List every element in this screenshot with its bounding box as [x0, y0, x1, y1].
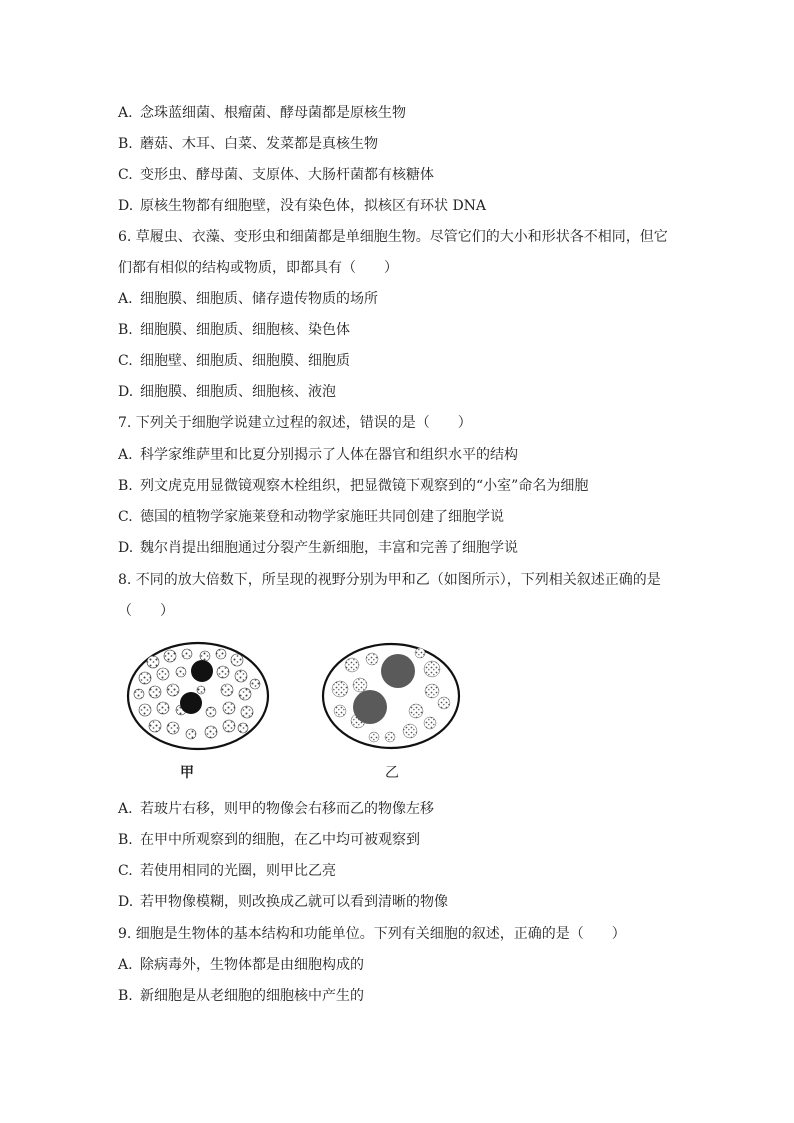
q8-stem-line2: （ ）: [118, 603, 174, 619]
q7-option-a: [118, 446, 518, 464]
q5-option-c: [118, 166, 434, 184]
q7-stem: 7. 下列关于细胞学说建立过程的叙述，错误的是（ ）: [118, 415, 472, 431]
option-letter: A.: [118, 105, 133, 121]
option-text: 新细胞是从老细胞的细胞核中产生的: [140, 988, 364, 1004]
q8-option-b: [118, 831, 420, 849]
q5-option-d: [118, 197, 486, 215]
option-text: 念珠蓝细菌、根瘤菌、酵母菌都是原核生物: [140, 105, 406, 121]
figure-label-yi: 乙: [385, 765, 399, 781]
q8-option-c: [118, 862, 336, 880]
option-text: 德国的植物学家施莱登和动物学家施旺共同创建了细胞学说: [140, 509, 504, 525]
microscope-field-jia: [125, 640, 271, 752]
option-text: 细胞膜、细胞质、储存遗传物质的场所: [140, 291, 378, 307]
option-letter: B.: [118, 136, 133, 152]
q9-stem: 9. 细胞是生物体的基本结构和功能单位。下列有关细胞的叙述，正确的是（ ）: [118, 926, 626, 942]
option-text: 若玻片右移，则甲的物像会右移而乙的物像左移: [140, 801, 434, 817]
q6-option-a: [118, 290, 378, 308]
option-letter: B.: [118, 478, 133, 494]
q6-option-c: [118, 352, 350, 370]
option-letter: C.: [118, 353, 133, 369]
option-letter: A.: [118, 447, 133, 463]
option-text: 细胞膜、细胞质、细胞核、染色体: [140, 322, 350, 338]
q5-option-b: [118, 135, 378, 153]
option-letter: C.: [118, 167, 133, 183]
figure-label-jia: 甲: [180, 765, 194, 781]
option-text: 若使用相同的光圈，则甲比乙亮: [140, 863, 336, 879]
option-letter: A.: [118, 291, 133, 307]
option-text: 科学家维萨里和比夏分别揭示了人体在器官和组织水平的结构: [140, 447, 518, 463]
q7-option-b: [118, 477, 588, 495]
q8-option-d: [118, 893, 448, 911]
option-letter: B.: [118, 322, 133, 338]
option-text: 蘑菇、木耳、白菜、发菜都是真核生物: [140, 136, 378, 152]
option-text: 原核生物都有细胞壁，没有染色体，拟核区有环状 DNA: [140, 198, 487, 214]
q5-option-a: [118, 104, 406, 122]
option-letter: A.: [118, 801, 133, 817]
q8-stem-line1: 8. 不同的放大倍数下，所呈现的视野分别为甲和乙（如图所示），下列相关叙述正确的是: [118, 572, 661, 588]
option-letter: D.: [118, 540, 134, 556]
option-letter: A.: [118, 957, 133, 973]
q9-option-a: [118, 956, 364, 974]
option-text: 在甲中所观察到的细胞，在乙中均可被观察到: [140, 832, 420, 848]
option-letter: B.: [118, 988, 133, 1004]
option-text: 魏尔肖提出细胞通过分裂产生新细胞，丰富和完善了细胞学说: [140, 540, 518, 556]
q7-option-c: [118, 508, 504, 526]
option-letter: D.: [118, 384, 134, 400]
option-letter: D.: [118, 894, 134, 910]
option-letter: D.: [118, 198, 134, 214]
q6-stem-line2: 们都有相似的结构或物质，即都具有（ ）: [118, 260, 398, 276]
q6-option-d: [118, 383, 336, 401]
option-text: 除病毒外，生物体都是由细胞构成的: [140, 957, 364, 973]
option-text: 若甲物像模糊，则改换成乙就可以看到清晰的物像: [140, 894, 448, 910]
q6-stem-line1: 6. 草履虫、衣藻、变形虫和细菌都是单细胞生物。尽管它们的大小和形状各不相同，但它: [118, 229, 668, 245]
option-letter: C.: [118, 509, 133, 525]
option-text: 变形虫、酵母菌、支原体、大肠杆菌都有核糖体: [140, 167, 434, 183]
microscope-field-yi: [320, 641, 462, 751]
q7-option-d: [118, 539, 518, 557]
option-letter: B.: [118, 832, 133, 848]
option-text: 列文虎克用显微镜观察木栓组织，把显微镜下观察到的“小室”命名为细胞: [140, 478, 589, 494]
option-text: 细胞膜、细胞质、细胞核、液泡: [140, 384, 336, 400]
q9-option-b: [118, 987, 364, 1005]
q6-option-b: [118, 321, 350, 339]
option-text: 细胞壁、细胞质、细胞膜、细胞质: [140, 353, 350, 369]
q8-option-a: [118, 800, 434, 818]
option-letter: C.: [118, 863, 133, 879]
